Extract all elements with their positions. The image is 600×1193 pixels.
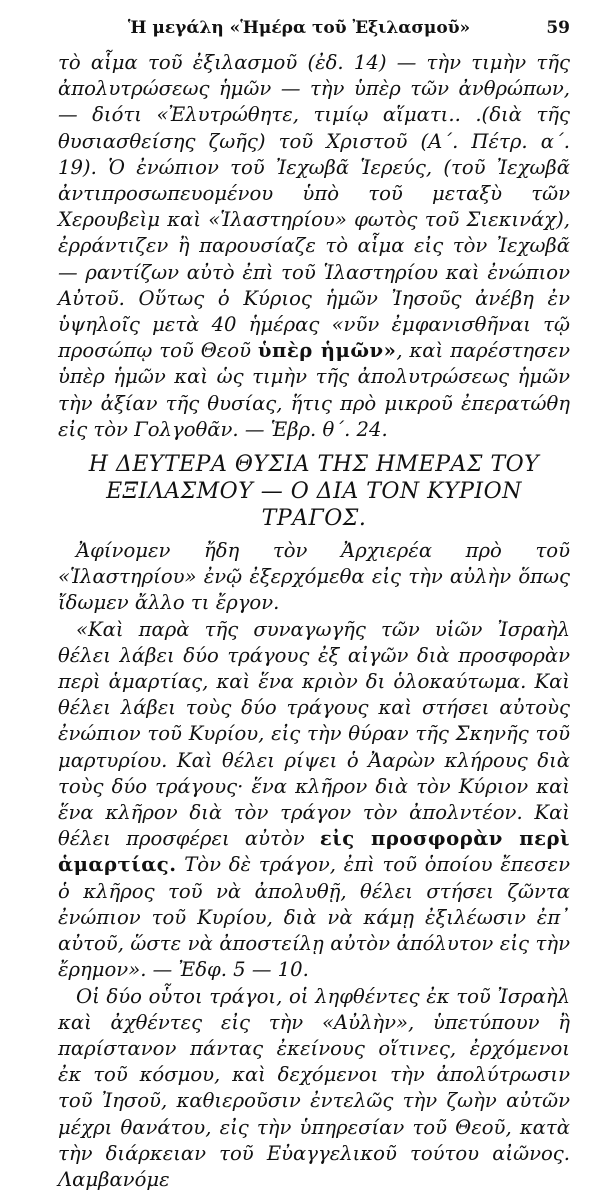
section-heading-line-1: Η ΔΕΥΤΕΡΑ ΘΥΣΙΑ ΤΗΣ ΗΜΕΡΑΣ ΤΟΥ <box>58 451 570 478</box>
paragraph-2: Ἀφίνομεν ἤδη τὸν Ἀρχιερέα πρὸ τοῦ «Ἱλαστηρίου» ἐνῷ ἐξερχόμεθα εἰς τὴν αὐλὴν ὅπως ἴδωμεν ἄλλο τι ἔργον. <box>58 538 570 617</box>
running-head-title: Ἡ μεγάλη «Ἡμέρα τοῦ Ἐξιλασμοῦ» <box>58 18 530 38</box>
paragraph-3 <box>58 617 570 984</box>
paragraph-3-text-end: Τὸν δὲ τράγον, ἐπὶ τοῦ ὁποίου ἔπεσεν ὁ κλῆρος τοῦ νὰ ἀπολυθῇ, θέλει στήσει ζῶντα ἐνώπιον τοῦ Κυρίου, διὰ νὰ κάμῃ ἐξιλέωσιν ἐπ᾿ αὐτοῦ, ὥστε νὰ ἀποστείλῃ αὐτὸν ἀπόλυτον εἰς τὴν ἔρημον». — Ἐδφ. 5 — 10. <box>58 853 570 981</box>
body-text <box>58 50 570 1193</box>
section-heading-line-2: ΕΞΙΛΑΣΜΟΥ — Ο ΔΙΑ ΤΟΝ ΚΥΡΙΟΝ ΤΡΑΓΟΣ. <box>58 478 570 532</box>
paragraph-1 <box>58 50 570 443</box>
section-heading <box>58 451 570 532</box>
paragraph-3-text: «Καὶ παρὰ τῆς συναγωγῆς τῶν υἱῶν Ἰσραὴλ θέλει λάβει δύο τράγους ἐξ αἰγῶν διὰ προσφορὰν περὶ ἁμαρτίας, καὶ ἕνα κριὸν δι ὁλοκαύτωμα. Καὶ θέλει λάβει τοὺς δύο τράγους καὶ στήσει αὐτοὺς ἐνώπιον τοῦ Κυρίου, εἰς τὴν θύραν τῆς Σκηνῆς τοῦ μαρτυρίου. Καὶ θέλει ρίψει ὁ Ἀαρὼν κλήρους διὰ τοὺς δύο τράγους· ἕνα κλῆρον διὰ τὸν Κύριον καὶ ἕνα κλῆρον διὰ τὸν τράγον τὸν ἀπολντέον. Καὶ θέλει προσφέρει αὐτὸν <box>58 618 570 851</box>
running-head <box>58 18 570 38</box>
page-number: 59 <box>530 18 570 38</box>
paragraph-1-text: τὸ αἷμα τοῦ ἐξιλασμοῦ (ἐδ. 14) — τὴν τιμὴν τῆς ἀπολυτρώσεως ἡμῶν — τὴν ὑπὲρ τῶν ἀνθρώπων, — διότι «Ἐλυτρώθητε, τιμίῳ αἵματι.. .(διὰ τῆς θυσιασθείσης ζωῆς) τοῦ Χριστοῦ (Α΄. Πέτρ. α΄. 19). Ὁ ἐνώπιον τοῦ Ἰεχωβᾶ Ἱερεύς, (τοῦ Ἰεχωβᾶ ἀντιπροσωπευομένου ὑπὸ τοῦ μεταξὺ τῶν Χερουβεὶμ καὶ «Ἱλαστηρίου» φωτὸς τοῦ Σιεκινάχ), ἐρράντιζεν ἢ παρουσίαζε τὸ αἷμα εἰς τὸν Ἰεχωβᾶ — ραντίζων αὐτὸ ἐπὶ τοῦ Ἱλαστηρίου καὶ ἐνώπιον Αὐτοῦ. Οὕτως ὁ Κύριος ἡμῶν Ἰησοῦς ἀνέβη ἐν ὑψηλοῖς μετὰ 40 ἡμέρας «νῦν ἐμφανισθῆναι τῷ προσώπῳ τοῦ Θεοῦ <box>58 51 570 362</box>
emphasis-hyper-hemon: ὑπὲρ ἡμῶν» <box>258 339 396 362</box>
paragraph-1-text-end: , καὶ παρέστησεν ὑπὲρ ἡμῶν καὶ ὡς τιμὴν τῆς ἀπολυτρώσεως ἡμῶν τὴν ἀξίαν τῆς θυσίας, ἥτις πρὸ μικροῦ ἐπερατώθη εἰς τὸν Γολγοθᾶν. — Ἑβρ. θ΄. 24. <box>58 339 570 441</box>
emphasis-prosphora: εἰς προσφορὰν περὶ ἁμαρτίας. <box>58 827 570 876</box>
paragraph-4: Οἱ δύο οὗτοι τράγοι, οἱ ληφθέντες ἐκ τοῦ Ἰσραὴλ καὶ ἀχθέντες εἰς τὴν «Αὐλὴν», ὑπετύπουν ἢ παρίστανον πάντας ἐκείνους οἵτινες, ἐρχόμενοι ἐκ τοῦ κόσμου, καὶ δεχόμενοι τὴν ἀπολύτρωσιν τοῦ Ἰησοῦ, καθιεροῦσιν ἐντελῶς τὴν ζωὴν αὐτῶν μέχρι θανάτου, εἰς τὴν ὑπηρεσίαν τοῦ Θεοῦ, κατὰ τὴν διάρκειαν τοῦ Εὐαγγελικοῦ τούτου αἰῶνος. Λαμβανόμε <box>58 984 570 1193</box>
